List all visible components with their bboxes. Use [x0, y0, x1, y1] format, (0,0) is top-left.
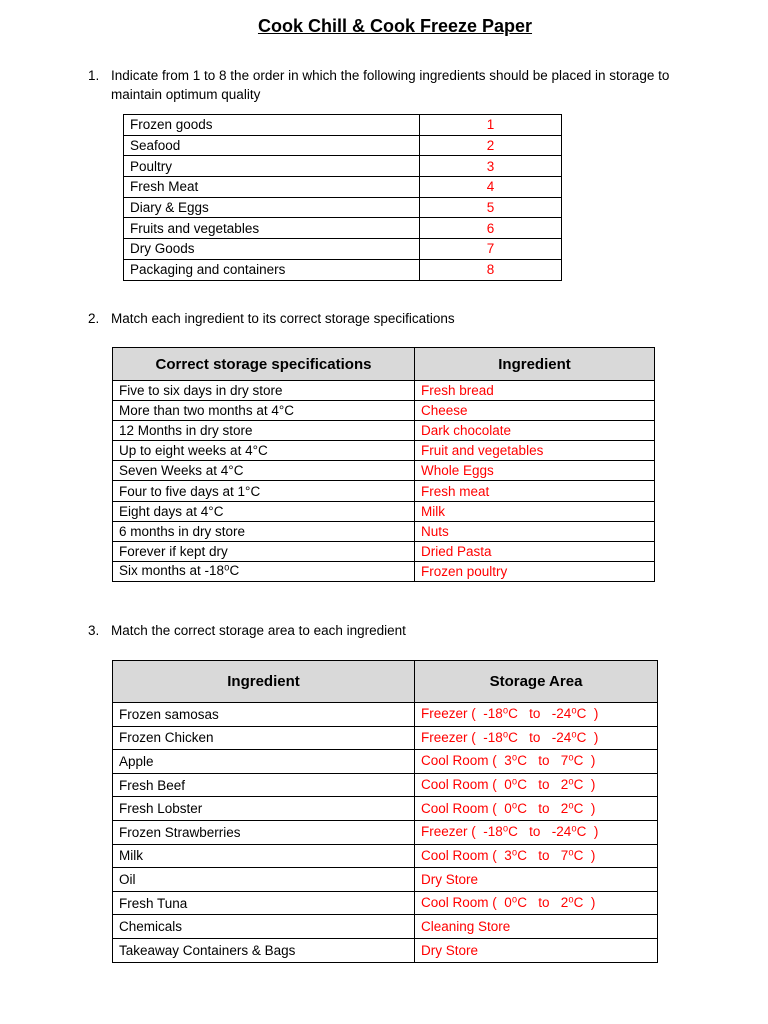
table-cell-answer: 6 [420, 218, 562, 239]
table-cell-answer: Dark chocolate [415, 421, 655, 441]
table-cell-label: Eight days at 4°C [113, 501, 415, 521]
table-cell-answer: 4 [420, 177, 562, 198]
table-cell-label: Diary & Eggs [124, 197, 420, 218]
table-row [113, 915, 658, 939]
table-cell-label: Takeaway Containers & Bags [113, 938, 415, 962]
table-row [113, 501, 655, 521]
question-3 [88, 621, 671, 640]
table-row [113, 773, 658, 797]
table-cell-answer: Frozen poultry [415, 561, 655, 581]
table-cell-label: Poultry [124, 156, 420, 177]
table-cell-label: Seven Weeks at 4°C [113, 461, 415, 481]
table-cell-answer: 2 [420, 135, 562, 156]
table-cell-label: Frozen goods [124, 115, 420, 136]
table-cell-answer: Dry Store [415, 868, 658, 892]
table-row [113, 750, 658, 774]
storage-spec-table [112, 347, 655, 582]
table-cell-label: Fresh Meat [124, 177, 420, 198]
table-cell-label: Frozen Chicken [113, 726, 415, 750]
table-cell-label: Oil [113, 868, 415, 892]
table-cell-label: Seafood [124, 135, 420, 156]
table-cell-answer: Cool Room ( 0⁰C to 2⁰C ) [415, 773, 658, 797]
table-cell-label: More than two months at 4°C [113, 401, 415, 421]
table-row [124, 197, 562, 218]
table-cell-answer: Cool Room ( 0⁰C to 2⁰C ) [415, 891, 658, 915]
table-cell-answer: 1 [420, 115, 562, 136]
table-row [124, 156, 562, 177]
table-cell-answer: Fresh bread [415, 381, 655, 401]
table-row [113, 421, 655, 441]
table-row [124, 218, 562, 239]
table-cell-label: Milk [113, 844, 415, 868]
table-cell-answer: Cleaning Store [415, 915, 658, 939]
table-cell-label: Chemicals [113, 915, 415, 939]
question-1 [88, 66, 671, 104]
table-cell-label: Dry Goods [124, 239, 420, 260]
table-cell-answer: Dry Store [415, 938, 658, 962]
table-row [113, 726, 658, 750]
table-row [113, 541, 655, 561]
question-2-number: 2. [88, 311, 100, 326]
table-row [113, 844, 658, 868]
table-cell-answer: Dried Pasta [415, 541, 655, 561]
storage-area-table [112, 660, 658, 963]
table-cell-answer: Freezer ( -18⁰C to -24⁰C ) [415, 703, 658, 727]
table-row [124, 115, 562, 136]
table-row [113, 401, 655, 421]
question-3-number: 3. [88, 623, 100, 638]
storage-order-table [123, 114, 562, 281]
table-cell-answer: Cheese [415, 401, 655, 421]
table-header-row [113, 348, 655, 381]
table-cell-answer: 3 [420, 156, 562, 177]
table-cell-label: Apple [113, 750, 415, 774]
table-row [113, 868, 658, 892]
table-row [113, 938, 658, 962]
table-cell-label: Frozen samosas [113, 703, 415, 727]
table-cell-label: Fruits and vegetables [124, 218, 420, 239]
table-cell-answer: Cool Room ( 3⁰C to 7⁰C ) [415, 844, 658, 868]
table-cell-label: 6 months in dry store [113, 521, 415, 541]
table-cell-label: Up to eight weeks at 4°C [113, 441, 415, 461]
header-storage-spec: Correct storage specifications [113, 348, 415, 381]
table-cell-answer: 5 [420, 197, 562, 218]
table-cell-label: Fresh Lobster [113, 797, 415, 821]
table-cell-answer: Fresh meat [415, 481, 655, 501]
table-cell-label: Frozen Strawberries [113, 820, 415, 844]
table-cell-answer: Nuts [415, 521, 655, 541]
table-row [113, 797, 658, 821]
header-ingredient: Ingredient [415, 348, 655, 381]
header-ingredient: Ingredient [113, 661, 415, 703]
table-cell-answer: 8 [420, 259, 562, 280]
table-row [113, 820, 658, 844]
table-row [124, 239, 562, 260]
page-title: Cook Chill & Cook Freeze Paper [257, 16, 533, 36]
question-3-text: Match the correct storage area to each ingredient [111, 623, 406, 638]
table-cell-answer: Freezer ( -18⁰C to -24⁰C ) [415, 820, 658, 844]
table-cell-label: 12 Months in dry store [113, 421, 415, 441]
table-cell-answer: Cool Room ( 3⁰C to 7⁰C ) [415, 750, 658, 774]
table-row [113, 703, 658, 727]
table-row [124, 259, 562, 280]
table-cell-label: Six months at -18⁰C [113, 561, 415, 581]
table-cell-label: Five to six days in dry store [113, 381, 415, 401]
table-cell-label: Fresh Tuna [113, 891, 415, 915]
table-cell-answer: Cool Room ( 0⁰C to 2⁰C ) [415, 797, 658, 821]
table-row [113, 561, 655, 581]
table-row [113, 461, 655, 481]
table-cell-answer: Milk [415, 501, 655, 521]
table-row [113, 521, 655, 541]
table-cell-answer: Fruit and vegetables [415, 441, 655, 461]
question-2-text: Match each ingredient to its correct storage specifications [111, 311, 455, 326]
table-header-row [113, 661, 658, 703]
question-1-number: 1. [88, 68, 100, 83]
table-row [124, 177, 562, 198]
question-2 [88, 309, 671, 328]
table-cell-answer: Freezer ( -18⁰C to -24⁰C ) [415, 726, 658, 750]
table-row [113, 441, 655, 461]
table-cell-label: Four to five days at 1°C [113, 481, 415, 501]
table-cell-label: Packaging and containers [124, 259, 420, 280]
table-row [124, 135, 562, 156]
table-cell-label: Fresh Beef [113, 773, 415, 797]
question-1-text: Indicate from 1 to 8 the order in which the following ingredients should be placed in storage to maintain optimum quality [111, 68, 670, 102]
table-row [113, 381, 655, 401]
table-cell-answer: 7 [420, 239, 562, 260]
table-row [113, 481, 655, 501]
table-row [113, 891, 658, 915]
header-storage-area: Storage Area [415, 661, 658, 703]
table-cell-label: Forever if kept dry [113, 541, 415, 561]
table-cell-answer: Whole Eggs [415, 461, 655, 481]
